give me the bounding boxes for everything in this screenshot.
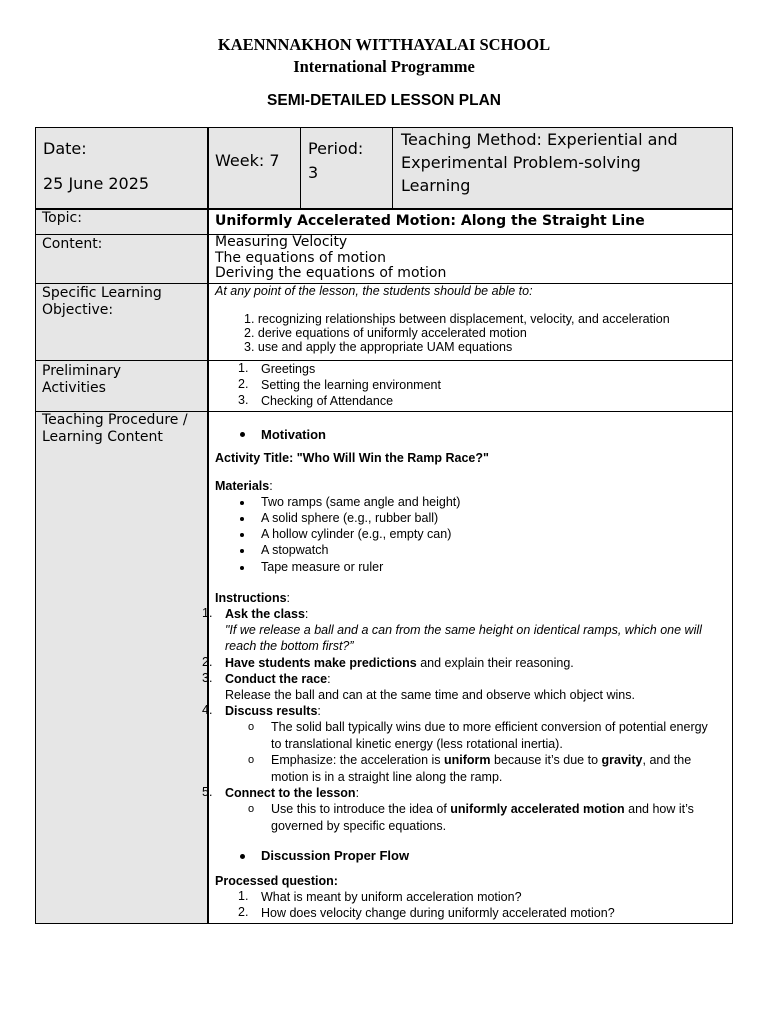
divider-v1 [207,127,209,924]
step-4 [225,703,321,719]
bullet-icon [240,501,244,505]
step-4-title: Discuss results [225,704,318,718]
period-label: Period: [308,139,364,158]
question-item: What is meant by uniform acceleration motion? [261,890,522,904]
step-number: 1. [202,606,213,620]
preliminary-number: 2. [238,377,249,391]
material-item: Two ramps (same angle and height) [261,495,461,509]
step-3 [225,671,331,687]
sub-bullet-icon: o [248,721,255,733]
objective-intro: At any point of the lesson, the students should be able to: [215,284,533,298]
period-value: 3 [308,163,319,182]
bullet-icon [240,566,244,570]
colon: : [304,607,309,621]
program-name: International Programme [293,57,475,76]
text-run: Emphasize: the acceleration is [271,753,445,767]
step-5-title: Connect to the lesson [225,786,356,800]
divider-h1 [35,208,733,210]
step-4-sub-1: The solid ball typically wins due to more efficient conversion of potential energy [271,720,708,734]
objective-label: Specific Learning [42,285,162,301]
topic-label: Topic: [42,210,82,226]
divider-h2 [35,234,733,235]
objective-item: 1. recognizing relationships between displacement, velocity, and acceleration [244,312,670,326]
colon: : [355,786,360,800]
lesson-plan-title: SEMI-DETAILED LESSON PLAN [267,92,501,109]
materials-label: Materials [215,479,270,493]
preliminary-item: Setting the learning environment [261,378,441,392]
question-number: 1. [238,889,249,903]
material-item: A stopwatch [261,543,329,557]
step-number: 2. [202,655,213,669]
question-number: 2. [238,905,249,919]
bullet-icon [240,533,244,537]
text-run: and how it’s [624,802,694,816]
sub-bullet-icon: o [248,803,255,815]
text-run-bold: uniformly accelerated motion [450,802,625,816]
preliminary-number: 1. [238,361,249,375]
step-number: 4. [202,703,213,717]
step-4-sub-1-line-2: to translational kinetic energy (less rotational inertia). [271,737,563,751]
material-item: A hollow cylinder (e.g., empty can) [261,527,452,541]
colon: : [286,591,291,605]
topic-value: Uniformly Accelerated Motion: Along the Straight Line [215,213,645,229]
text-run-bold: gravity [601,753,643,767]
activity-title: Activity Title: "Who Will Win the Ramp Race?" [215,451,489,465]
materials-heading [215,478,273,494]
text-run-bold: uniform [444,753,491,767]
procedure-label-2: Learning Content [42,429,163,445]
discussion-heading: Discussion Proper Flow [261,848,410,863]
step-1-quote: "If we release a ball and a can from the same height on identical ramps, which one will [225,623,702,637]
motivation-heading: Motivation [261,427,326,442]
preliminary-number: 3. [238,393,249,407]
content-line: The equations of motion [215,249,386,266]
step-1-title: Ask the class [225,607,305,621]
colon: : [269,479,273,493]
preliminary-item: Checking of Attendance [261,394,394,408]
question-item: How does velocity change during uniformly accelerated motion? [261,906,615,920]
instructions-heading [215,590,290,606]
divider-h4 [35,360,733,361]
method-line2: Experimental Problem-solving [401,153,641,172]
step-4-sub-2 [271,752,691,768]
objective-item: 2. derive equations of uniformly accelerated motion [244,326,527,340]
text-run: because it’s due to [490,753,602,767]
step-4-sub-2-line-2: motion is in a straight line along the ramp. [271,770,503,784]
method-line3: Learning [401,176,471,195]
material-item: Tape measure or ruler [261,560,384,574]
instructions-label: Instructions [215,591,287,605]
school-name: KAENNNAKHON WITTHAYALAI SCHOOL [217,35,551,54]
week-value: Week: 7 [215,151,280,170]
bullet-icon [240,517,244,521]
colon: : [317,704,321,718]
text-run: Use this to introduce the idea of [271,802,451,816]
preliminary-label-2: Activities [42,380,106,396]
step-2 [225,655,574,671]
step-number: 3. [202,671,213,685]
step-2-title: Have students make predictions [225,656,417,670]
bullet-icon [240,549,244,553]
processed-question-label: Processed question: [215,874,338,888]
preliminary-item: Greetings [261,362,316,376]
step-1-quote-2: reach the bottom first?” [225,639,354,653]
date-value: 25 June 2025 [43,174,150,193]
step-5-sub [271,801,694,817]
sub-bullet-icon: o [248,754,255,766]
step-1 [225,606,308,622]
content-line: Deriving the equations of motion [215,265,447,281]
step-3-title: Conduct the race [225,672,328,686]
objective-label-2: Objective: [42,302,114,318]
step-2-text: and explain their reasoning. [416,656,574,670]
material-item: A solid sphere (e.g., rubber ball) [261,511,439,525]
colon: : [327,672,331,686]
bullet-icon [240,432,245,437]
step-number: 5. [202,785,213,799]
step-5-sub-line-2: governed by specific equations. [271,819,447,833]
date-label: Date: [43,139,87,158]
content-line: Measuring Velocity [215,234,348,250]
divider-v3 [392,127,393,209]
text-run: , and the [642,753,692,767]
step-3-text: Release the ball and can at the same time and observe which object wins. [225,688,635,702]
content-label: Content: [42,236,103,252]
procedure-label: Teaching Procedure / [42,412,188,428]
divider-v2 [300,127,301,209]
objective-item: 3. use and apply the appropriate UAM equations [244,340,513,354]
preliminary-label: Preliminary [42,363,122,379]
step-5 [225,785,359,801]
bullet-icon [240,854,245,859]
method-line1: Teaching Method: Experiential and [401,130,678,149]
